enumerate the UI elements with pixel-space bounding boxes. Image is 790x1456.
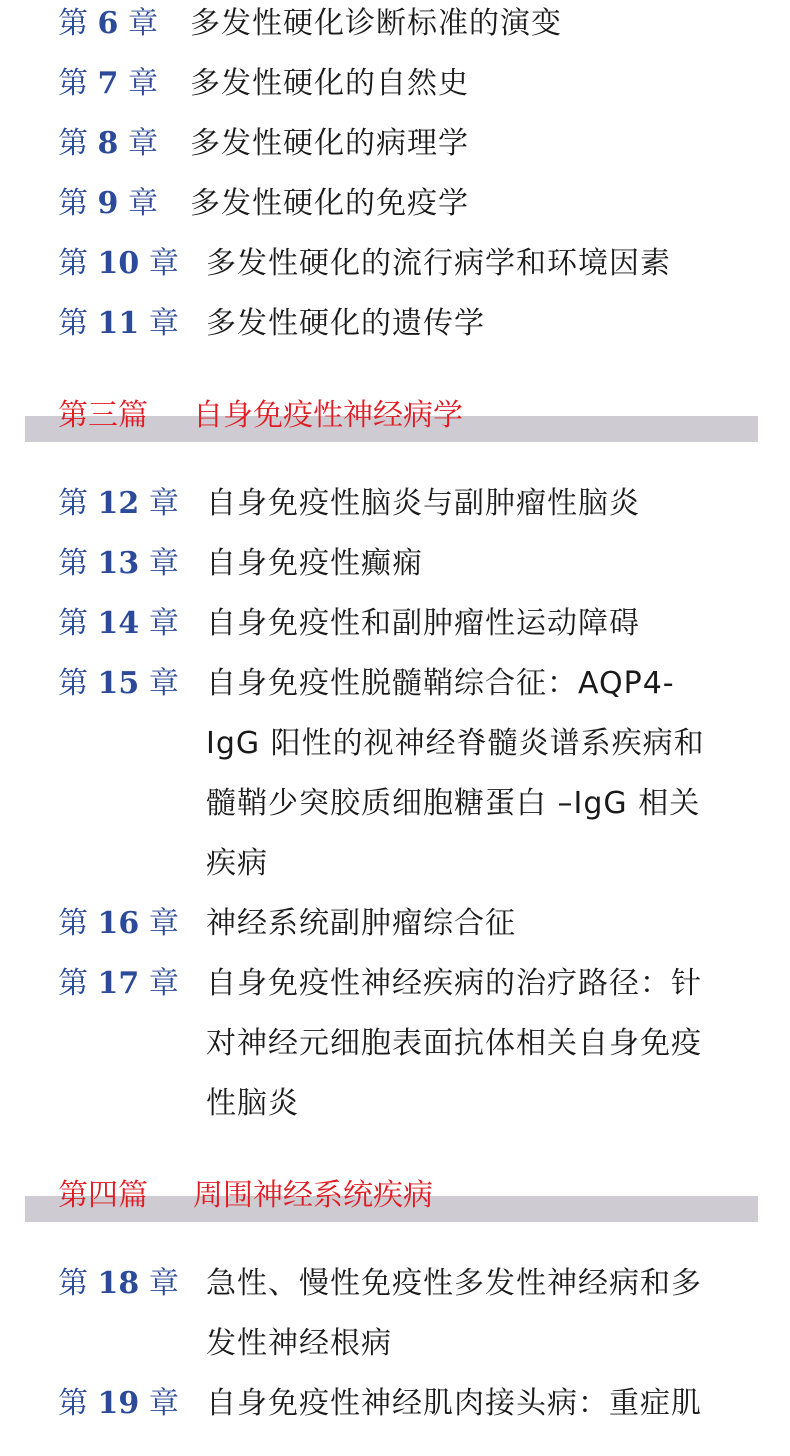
chapter-title: 自身免疫性和副肿瘤性运动障碍	[206, 606, 640, 641]
chapter-number: 第 17 章	[58, 966, 179, 1001]
chapter-title-line: 性脑炎	[206, 1086, 299, 1121]
chapter-number: 第 14 章	[58, 606, 179, 641]
chapter-title-line: 自身免疫性神经肌肉接头病：重症肌	[206, 1386, 702, 1421]
chapter-number: 第 7 章	[58, 66, 158, 101]
chapter-number: 第 8 章	[58, 126, 158, 161]
chapter-number: 第 19 章	[58, 1386, 179, 1421]
chapter-title: 多发性硬化的病理学	[190, 126, 469, 161]
chapter-number: 第 10 章	[58, 246, 179, 281]
chapter-title: 多发性硬化的遗传学	[206, 306, 485, 341]
chapter-title-line: 急性、慢性免疫性多发性神经病和多	[206, 1266, 702, 1301]
chapter-title: 多发性硬化的自然史	[190, 66, 469, 101]
chapter-title-line: 自身免疫性神经疾病的治疗路径：针	[206, 966, 702, 1001]
chapter-title-line: 疾病	[206, 846, 268, 881]
part-title[interactable]: 自身免疫性神经病学	[193, 398, 463, 433]
chapter-number: 第 12 章	[58, 486, 179, 521]
chapter-number: 第 13 章	[58, 546, 179, 581]
chapter-number: 第 9 章	[58, 186, 158, 221]
chapter-title: 自身免疫性癫痫	[206, 546, 423, 581]
chapter-title-line: 对神经元细胞表面抗体相关自身免疫	[206, 1026, 702, 1061]
chapter-number: 第 15 章	[58, 666, 179, 701]
chapter-title-line: 髓鞘少突胶质细胞糖蛋白 –IgG 相关	[206, 786, 701, 821]
chapter-title-line: 发性神经根病	[206, 1326, 392, 1361]
chapter-title-line: 自身免疫性脱髓鞘综合征：AQP4-	[206, 666, 675, 701]
chapter-title: 多发性硬化的免疫学	[190, 186, 469, 221]
chapter-title-line: IgG 阳性的视神经脊髓炎谱系疾病和	[206, 726, 705, 761]
part-title[interactable]: 周围神经系统疾病	[193, 1178, 433, 1213]
chapter-title: 自身免疫性脑炎与副肿瘤性脑炎	[206, 486, 640, 521]
chapter-title: 多发性硬化的流行病学和环境因素	[206, 246, 671, 281]
chapter-number: 第 6 章	[58, 6, 158, 41]
chapter-number: 第 18 章	[58, 1266, 179, 1301]
chapter-number: 第 16 章	[58, 906, 179, 941]
chapter-title: 神经系统副肿瘤综合征	[206, 906, 516, 941]
chapter-title: 多发性硬化诊断标准的演变	[190, 6, 562, 41]
part-label: 第三篇	[58, 398, 148, 433]
chapter-number: 第 11 章	[58, 306, 179, 341]
part-label: 第四篇	[58, 1178, 148, 1213]
